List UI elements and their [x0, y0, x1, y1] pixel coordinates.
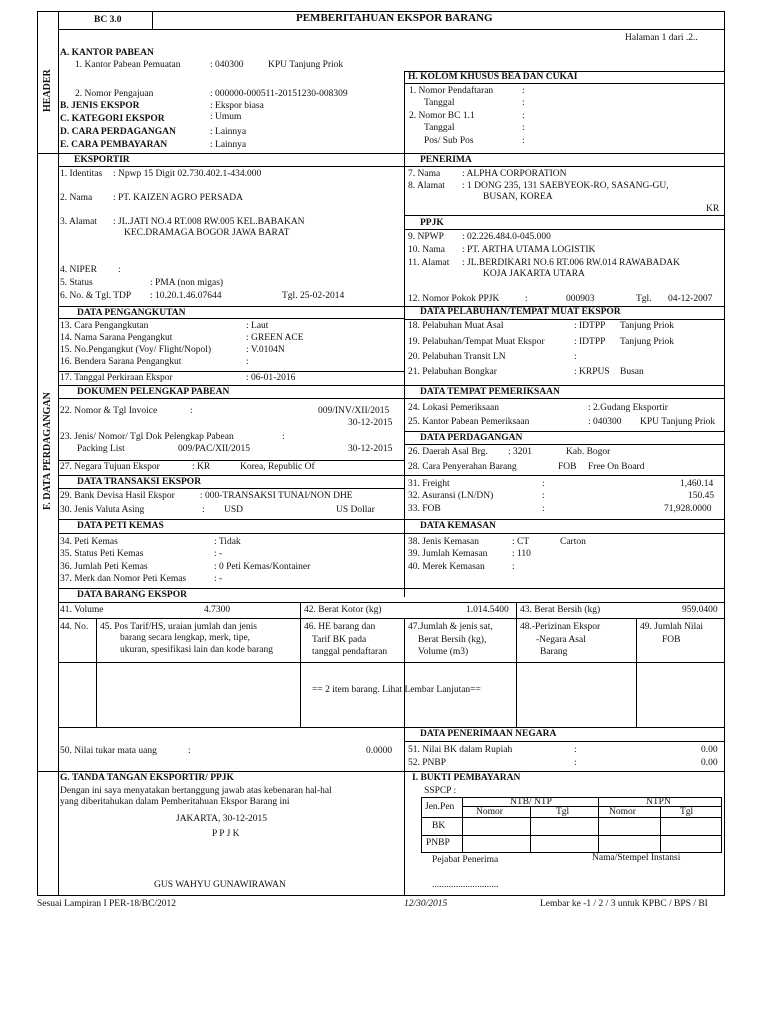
- colon: :: [542, 491, 545, 501]
- line: [58, 385, 404, 386]
- value: USD: [224, 505, 244, 515]
- value: : KRPUS: [574, 367, 610, 377]
- line: [404, 385, 725, 386]
- value: 1.014.5400: [466, 605, 509, 615]
- value: : -: [214, 574, 223, 584]
- inspection-title: DATA TEMPAT PEMERIKSAAN: [420, 387, 560, 397]
- customs-title-line: [404, 83, 725, 84]
- side-column-divider: [58, 11, 59, 896]
- label: 3. Alamat: [60, 217, 97, 227]
- value: FOB: [558, 462, 577, 472]
- state-revenue-title: DATA PENERIMAAN NEGARA: [420, 729, 557, 739]
- label: 36. Jumlah Peti Kemas: [60, 562, 148, 572]
- line: [404, 229, 725, 230]
- signature-place-date: JAKARTA, 30-12-2015: [176, 814, 268, 824]
- value: : PMA (non migas): [150, 278, 224, 288]
- value: Tanjung Priok: [620, 321, 674, 331]
- value: : PT. KAIZEN AGRO PERSADA: [113, 193, 243, 203]
- label: 19. Pelabuhan/Tempat Muat Ekspor: [408, 337, 545, 347]
- label: 28. Cara Penyerahan Barang: [408, 462, 517, 472]
- colon: :: [522, 136, 525, 146]
- packaging-title: DATA KEMASAN: [420, 521, 496, 531]
- label: 6. No. & Tgl. TDP: [60, 291, 132, 301]
- label: SSPCP :: [424, 786, 457, 796]
- label: C. KATEGORI EKSPOR: [60, 114, 165, 124]
- col-divider: [530, 806, 531, 853]
- documents-title: DOKUMEN PELENGKAP PABEAN: [77, 387, 230, 397]
- label: 34. Peti Kemas: [60, 537, 118, 547]
- label: 43. Berat Bersih (kg): [520, 605, 601, 615]
- column-header: Nomor: [609, 807, 636, 817]
- value: : 1 DONG 235, 131 SAEBYEOK-RO, SASANG-GU,: [462, 181, 669, 191]
- label: 18. Pelabuhan Muat Asal: [408, 321, 504, 331]
- value: KOJA JAKARTA UTARA: [483, 269, 585, 279]
- label: 39. Jumlah Kemasan: [408, 549, 488, 559]
- label: 51. Nilai BK dalam Rupiah: [408, 745, 513, 755]
- value: : V.0104N: [246, 345, 285, 355]
- value: 0.0000: [366, 746, 393, 756]
- value: : 06-01-2016: [246, 373, 296, 383]
- value: Tanjung Priok: [620, 337, 674, 347]
- consignee-title: PENERIMA: [420, 155, 472, 165]
- label: 32. Asuransi (LN/DN): [408, 491, 494, 501]
- footer-reference: Sesuai Lampiran I PER-18/BC/2012: [37, 899, 177, 909]
- value: : 2.Gudang Eksportir: [588, 403, 668, 413]
- value: Kab. Bogor: [566, 447, 611, 457]
- value: 04-12-2007: [668, 294, 713, 304]
- column-header: FOB: [662, 635, 681, 645]
- line: [404, 475, 725, 476]
- column-header: Jen.Pen: [425, 802, 455, 812]
- col-divider: [516, 602, 517, 618]
- value: : JL.JATI NO.4 RT.008 RW.005 KEL.BABAKAN: [113, 217, 305, 227]
- value: : KR: [192, 462, 211, 472]
- colon: :: [522, 111, 525, 121]
- column-header: 49. Jumlah Nilai: [640, 622, 704, 632]
- label: 20. Pelabuhan Transit LN: [408, 352, 506, 362]
- side-label-header: HEADER: [42, 69, 53, 112]
- label: 1. Kantor Pabean Pemuatan: [75, 60, 181, 70]
- value: 71,928.0000: [664, 504, 712, 514]
- customs-title: H. KOLOM KHUSUS BEA DAN CUKAI: [408, 72, 578, 82]
- column-header: Nomor: [476, 807, 503, 817]
- value: Korea, Republic Of: [240, 462, 315, 472]
- col-divider: [636, 618, 637, 727]
- center-divider: [404, 153, 405, 597]
- value: : Laut: [246, 321, 269, 331]
- value: : 040300: [210, 60, 244, 70]
- value: : Umum: [210, 112, 242, 122]
- value: KEC.DRAMAGA BOGOR JAWA BARAT: [124, 228, 290, 238]
- value: : Tidak: [214, 537, 241, 547]
- value: US Dollar: [336, 505, 375, 515]
- value: : Npwp 15 Digit 02.730.402.1-434.000: [113, 169, 262, 179]
- value: : 0 Peti Kemas/Kontainer: [214, 562, 311, 572]
- value: : GREEN ACE: [246, 333, 304, 343]
- line: [58, 618, 725, 619]
- value: 0.00: [701, 758, 718, 768]
- label: 13. Cara Pengangkutan: [60, 321, 149, 331]
- title-row-line: [58, 29, 725, 30]
- label: 5. Status: [60, 278, 93, 288]
- value: BUSAN, KOREA: [483, 192, 553, 202]
- value: 150.45: [688, 491, 715, 501]
- line: [58, 166, 725, 167]
- label: Tanggal: [424, 123, 455, 133]
- value: KR: [706, 204, 720, 214]
- container-title: DATA PETI KEMAS: [77, 521, 164, 531]
- label: 4. NIPER: [60, 265, 97, 275]
- column-header: barang secara lengkap, merk, tipe,: [120, 633, 251, 643]
- label: 25. Kantor Pabean Pemeriksaan: [408, 417, 530, 427]
- line: [404, 444, 725, 445]
- label: Tgl.: [636, 294, 652, 304]
- label: 8. Alamat: [408, 181, 445, 191]
- value: 000903: [566, 294, 595, 304]
- line: [421, 817, 722, 818]
- value: : 10.20.1.46.07644: [150, 291, 222, 301]
- label: 9. NPWP: [408, 232, 444, 242]
- label: 1. Identitas: [60, 169, 103, 179]
- exporter-title: EKSPORTIR: [74, 155, 130, 165]
- colon: :: [574, 745, 577, 755]
- label: 16. Bendera Sarana Pengangkut: [60, 357, 182, 367]
- line: [404, 398, 725, 399]
- value: 4.7300: [204, 605, 231, 615]
- col-divider: [96, 618, 97, 727]
- goods-continuation-note: == 2 item barang. Lihat Lembar Lanjutan==: [312, 685, 481, 695]
- page-number: Halaman 1 dari .2..: [625, 33, 698, 43]
- label: 2. Nomor Pengajuan: [75, 89, 154, 99]
- value: Busan: [620, 367, 644, 377]
- label: 31. Freight: [408, 479, 450, 489]
- line: [37, 771, 725, 772]
- column-header: Tgl: [556, 807, 570, 817]
- row-label: BK: [432, 821, 446, 831]
- column-header: Barang: [540, 647, 568, 657]
- label: 1. Nomor Pendaftaran: [409, 86, 494, 96]
- payment-proof-title: I. BUKTI PEMBAYARAN: [412, 773, 521, 783]
- label: Nama/Stempel Instansi: [592, 853, 681, 863]
- column-header: 48.-Perizinan Ekspor: [520, 622, 601, 632]
- line: [404, 215, 725, 216]
- column-header: 45. Pos Tarif/HS, uraian jumlah dan jenis: [100, 622, 257, 632]
- value: : CT: [512, 537, 530, 547]
- line: [58, 371, 404, 372]
- label: 27. Negara Tujuan Ekspor: [60, 462, 160, 472]
- label: 2. Nama: [60, 193, 93, 203]
- colon: :: [188, 746, 191, 756]
- line: [58, 662, 725, 663]
- label: 21. Pelabuhan Bongkar: [408, 367, 497, 377]
- line: [58, 398, 404, 399]
- colon: :: [542, 479, 545, 489]
- line: [58, 727, 725, 728]
- label: 52. PNBP: [408, 758, 447, 768]
- value: 1,460.14: [680, 479, 714, 489]
- ppjk-title: PPJK: [420, 218, 444, 228]
- label: 42. Berat Kotor (kg): [304, 605, 382, 615]
- value: 009/INV/XII/2015: [318, 406, 390, 416]
- signer-name: GUS WAHYU GUNAWIRAWAN: [154, 880, 286, 890]
- value: : 040300: [588, 417, 622, 427]
- colon: :: [522, 86, 525, 96]
- line: [404, 741, 725, 742]
- line: [404, 431, 725, 432]
- column-header: NTB/ NTP: [510, 797, 552, 807]
- form-code-divider: [152, 11, 153, 29]
- label: 40. Merek Kemasan: [408, 562, 485, 572]
- value: : 02.226.484.0-045.000: [462, 232, 551, 242]
- value: :: [118, 265, 121, 275]
- value: Carton: [560, 537, 586, 547]
- row-label: PNBP: [426, 838, 450, 848]
- colon: :: [542, 504, 545, 514]
- value: : PT. ARTHA UTAMA LOGISTIK: [462, 245, 596, 255]
- line: [58, 533, 725, 534]
- column-header: ukuran, spesifikasi lain dan kode barang: [120, 645, 274, 655]
- label: 22. Nomor & Tgl Invoice: [60, 406, 158, 416]
- value: : JL.BERDIKARI NO.6 RT.006 RW.014 RAWABADAK: [462, 258, 680, 268]
- label: Pos/ Sub Pos: [424, 136, 474, 146]
- label: 12. Nomor Pokok PPJK: [408, 294, 500, 304]
- label: 14. Nama Sarana Pengangkut: [60, 333, 173, 343]
- column-header: -Negara Asal: [536, 635, 586, 645]
- value: 30-12-2015: [348, 444, 393, 454]
- col-divider: [404, 618, 405, 727]
- value: KPU Tanjung Priok: [268, 60, 344, 70]
- value: :: [246, 357, 249, 367]
- colon: :: [522, 98, 525, 108]
- signature-line: ............................: [432, 880, 499, 890]
- value: : Lainnya: [210, 140, 247, 150]
- value: : IDTPP: [574, 321, 606, 331]
- line: [58, 588, 725, 589]
- value: 0.00: [701, 745, 718, 755]
- footer-date: 12/30/2015: [404, 899, 448, 909]
- line: [58, 488, 404, 489]
- line: [58, 602, 725, 603]
- transaction-title: DATA TRANSAKSI EKSPOR: [77, 477, 202, 487]
- footer-sheet: Lembar ke -1 / 2 / 3 untuk KPBC / BPS / BI: [540, 899, 708, 909]
- label: 30. Jenis Valuta Asing: [60, 505, 145, 515]
- line: [58, 306, 404, 307]
- col-divider: [404, 771, 405, 896]
- label: Packing List: [77, 444, 125, 454]
- label: 29. Bank Devisa Hasil Ekspor: [60, 491, 175, 501]
- label: 17. Tanggal Perkiraan Ekspor: [60, 373, 173, 383]
- label: B. JENIS EKSPOR: [60, 101, 140, 111]
- value: Tgl. 25-02-2014: [282, 291, 345, 301]
- label: Pejabat Penerima: [432, 855, 499, 865]
- column-header: Berat Bersih (kg),: [418, 635, 487, 645]
- label: 26. Daerah Asal Brg.: [408, 447, 488, 457]
- signature-title: G. TANDA TANGAN EKSPORTIR/ PPJK: [60, 773, 234, 783]
- colon: :: [525, 294, 528, 304]
- label: 2. Nomor BC 1.1: [409, 111, 475, 121]
- column-header: NTPN: [646, 797, 671, 807]
- line: [58, 519, 725, 520]
- label: 23. Jenis/ Nomor/ Tgl Dok Pelengkap Pabean: [60, 432, 234, 442]
- line: [404, 319, 725, 320]
- label: 7. Nama: [408, 169, 441, 179]
- label: E. CARA PEMBAYARAN: [60, 140, 168, 150]
- side-label-trade: F. DATA PERDAGANGAN: [42, 392, 53, 510]
- label: 24. Lokasi Pemeriksaan: [408, 403, 500, 413]
- transport-title: DATA PENGANGKUTAN: [77, 308, 186, 318]
- column-header: tanggal pendaftaran: [312, 647, 388, 657]
- value: :: [512, 562, 515, 572]
- value: : 110: [512, 549, 531, 559]
- colon: :: [522, 123, 525, 133]
- column-header: Tgl: [680, 807, 694, 817]
- col-divider: [404, 727, 405, 771]
- col-divider: [516, 618, 517, 727]
- column-header: Tarif BK pada: [312, 635, 367, 645]
- line: [421, 835, 722, 836]
- value: 009/PAC/XII/2015: [178, 444, 250, 454]
- label: 38. Jenis Kemasan: [408, 537, 479, 547]
- value: : ALPHA CORPORATION: [462, 169, 567, 179]
- line: [58, 475, 404, 476]
- label: 11. Alamat: [408, 258, 450, 268]
- label: Tanggal: [424, 98, 455, 108]
- column-header: Volume (m3): [418, 647, 469, 657]
- colon: :: [202, 505, 205, 515]
- col-divider: [300, 602, 301, 727]
- label: 33. FOB: [408, 504, 441, 514]
- form-code: BC 3.0: [94, 15, 122, 25]
- value: : Ekspor biasa: [210, 101, 264, 111]
- value: : IDTPP: [574, 337, 606, 347]
- value: : Lainnya: [210, 127, 247, 137]
- value: : 000-TRANSAKSI TUNAI/NON DHE: [200, 491, 353, 501]
- port-title: DATA PELABUHAN/TEMPAT MUAT EKSPOR: [420, 307, 621, 317]
- goods-title: DATA BARANG EKSPOR: [77, 590, 187, 600]
- trade-title: DATA PERDAGANGAN: [420, 433, 523, 443]
- section-a-title: A. KANTOR PABEAN: [60, 48, 154, 58]
- value: : 000000-000511-20151230-008309: [210, 89, 348, 99]
- value: 959.0400: [682, 605, 718, 615]
- value: KPU Tanjung Priok: [640, 417, 716, 427]
- label: 35. Status Peti Kemas: [60, 549, 144, 559]
- page-title: PEMBERITAHUAN EKSPOR BARANG: [296, 12, 493, 24]
- colon: :: [190, 406, 193, 416]
- colon: :: [282, 432, 285, 442]
- label: 15. No.Pengangkut (Voy/ Flight/Nopol): [60, 345, 212, 355]
- column-header: 46. HE barang dan: [304, 622, 376, 632]
- col-divider: [660, 806, 661, 853]
- label: 37. Merk dan Nomor Peti Kemas: [60, 574, 187, 584]
- value: Free On Board: [588, 462, 645, 472]
- declaration-text: Dengan ini saya menyatakan bertanggung jawab atas kebenaran hal-hal: [60, 786, 332, 796]
- value: 30-12-2015: [348, 418, 393, 428]
- label: D. CARA PERDAGANGAN: [60, 127, 176, 137]
- colon: :: [574, 758, 577, 768]
- column-header: 47.Jumlah & jenis sat,: [408, 622, 493, 632]
- label: 41. Volume: [60, 605, 104, 615]
- value: :: [574, 352, 577, 362]
- value: : 3201: [508, 447, 533, 457]
- line: [58, 460, 404, 461]
- declaration-text: yang diberitahukan dalam Pemberitahuan Ekspor Barang ini: [60, 797, 290, 807]
- signature-role: P P J K: [212, 829, 240, 839]
- column-header: 44. No.: [60, 622, 89, 632]
- label: 10. Nama: [408, 245, 445, 255]
- label: 50. Nilai tukar mata uang: [60, 746, 157, 756]
- value: : -: [214, 549, 223, 559]
